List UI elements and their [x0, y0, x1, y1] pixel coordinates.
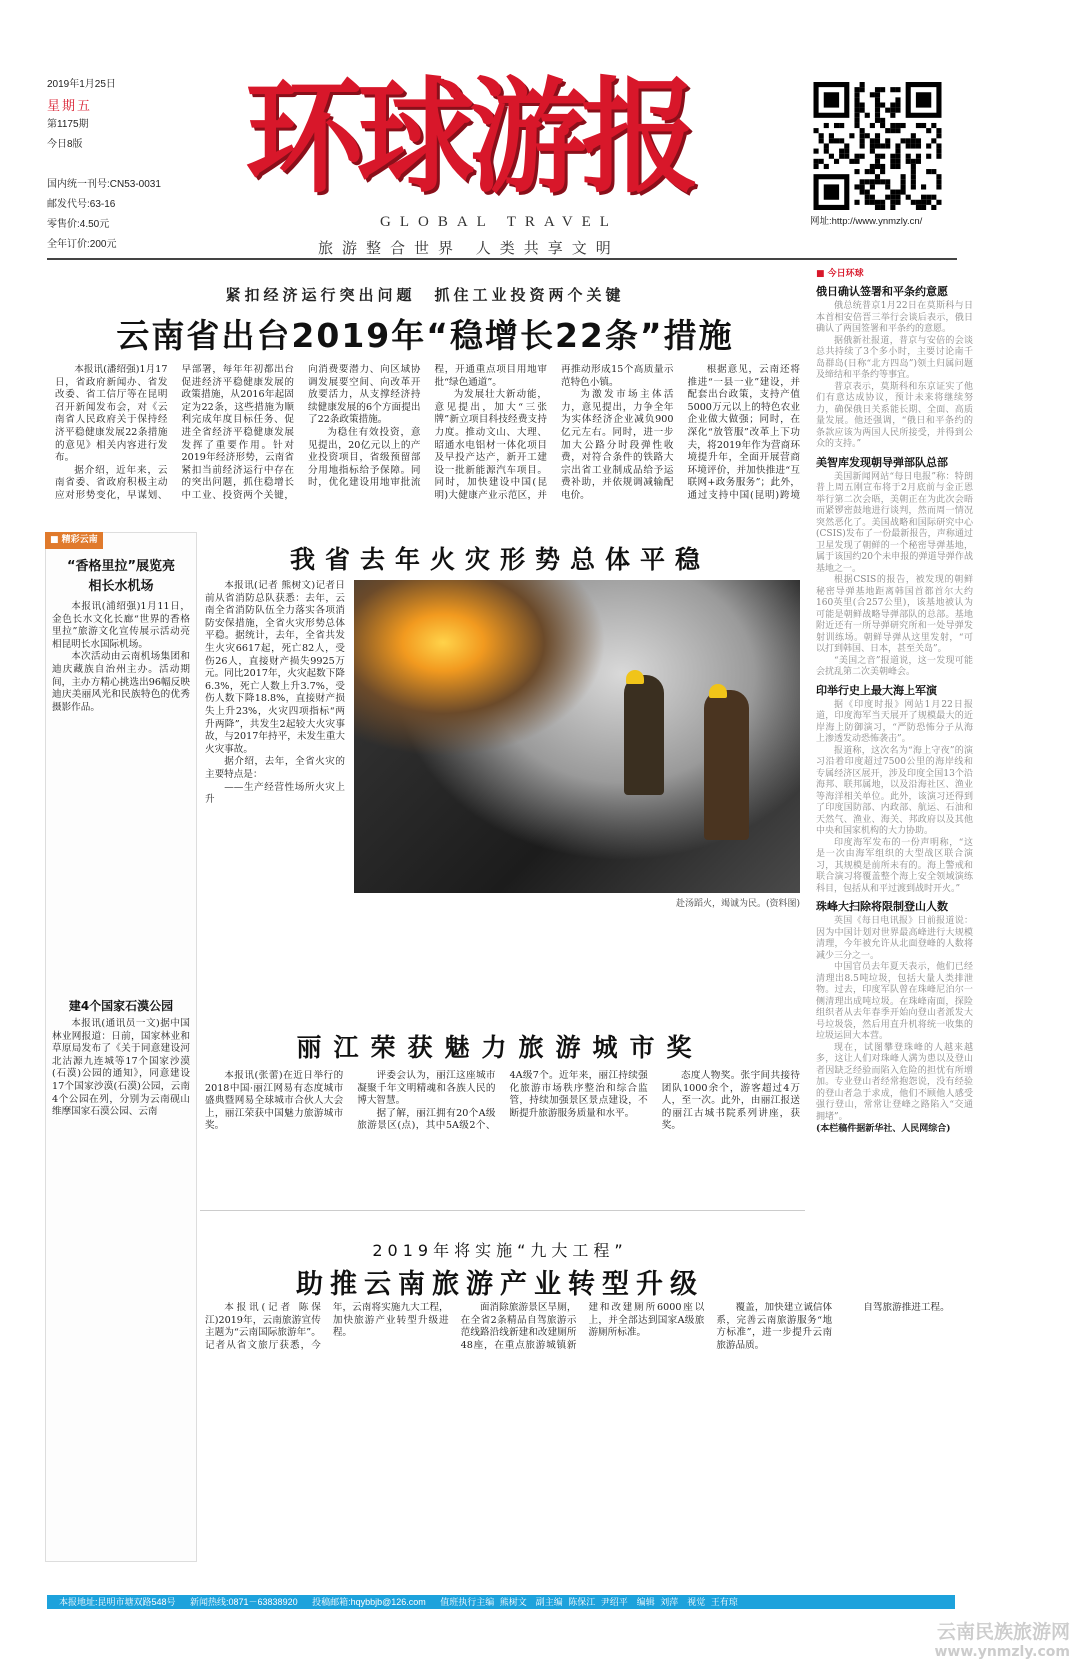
paragraph: 为激发市场主体活力，意见提出，力争全年为实体经济企业减负900亿元左右。同时，进一步加大公路分时段弹性收费，对符合条件的铁路大宗出省工业制成品给予运费补助，并依规调减输配电价。 [561, 389, 674, 501]
paragraph: 面消除旅游景区旱厕，在全省2条精品自驾旅游示范线路沿线新建和改建厕所48座，在重点旅游城镇新建和改建厕所6000座以上，并全部达到国家A级旅游厕所标准。 [460, 1302, 705, 1351]
lijiang-headline: 丽江荣获魅力旅游城市奖 [296, 1033, 704, 1062]
paragraph: 本报讯(张蕾)在近日举行的2018中国·丽江网易有态度城市盛典暨网易全球城市合伙人大会上，丽江荣获中国魅力旅游城市奖。 [205, 1070, 344, 1132]
lijiang-body [205, 1070, 800, 1198]
article-title: “香格里拉”展览亮相长水机场 [66, 559, 176, 594]
paragraph: 态度人物奖。张宇间共接待团队1000余个，游客超过4万人，至一次。此外，由丽江报送的丽江古城书院系列讲座，获奖。 [661, 1070, 800, 1132]
header-divider [47, 258, 957, 260]
paragraph: 印度海军发布的一份声明称，“这是一次由海军组织的大型战区联合演习，其规模是前所未有的。海上警戒和联合演习将覆盖整个海上安全领域演练科目，包括从和平过渡到战时开火。” [816, 837, 973, 894]
square-icon: ■ [816, 269, 828, 279]
paragraph: 美国新闻网站“每日电报”称：特朗普上周五刚宣布将于2月底前与金正恩举行第二次会晤，美朝正在为此次会晤而紧锣密鼓地进行谈判，然而周一情况突然恶化了。美国战略和国际研究中心(CSIS)发布了一份最新报告，声称通过卫星发现了朝鲜的一个秘密导弹基地，属于该国约20个未申报的弹道导弹作战基地之一。 [816, 471, 973, 574]
masthead-english: GLOBAL TRAVEL [380, 214, 618, 230]
paragraph: 据介绍，去年，全省火灾的主要特点是： [205, 756, 345, 780]
fire-body [205, 580, 345, 1000]
paragraph: 据了解，丽江拥有20个A级旅游景区(点)，其中5A级2个、4A级7个。近年来，丽江持续强化旅游市场秩序整治和综合监管，持续加强景区景点建设，不断提升旅游服务质量和水平。 [357, 1070, 648, 1132]
square-icon: ■ [50, 535, 62, 545]
lead-headline: 云南省出台2019年“稳增长22条”措施 [116, 316, 734, 355]
article-body [816, 700, 973, 896]
paragraph: 英国《每日电讯报》日前报道说：因为中国计划对世界最高峰进行大规模清理，今年被允许从北面登峰的人数将减少三分之一。 [816, 916, 973, 961]
article-title: 美智库发现朝导弹部队总部 [816, 455, 948, 469]
paragraph: ——生产经营性场所火灾上升 [205, 781, 345, 806]
article-body [816, 916, 973, 1123]
paragraph: 为稳住有效投资，意见提出，20亿元以上的产业投资项目，省级预留部分用地指标给予保障。同时，优化建设用地审批流程，开通重点项目用地审批“绿色通道”。 [308, 364, 547, 489]
masthead-slogan: 旅游整合世界 人类共享文明 [318, 239, 620, 257]
paragraph: 根据意见，云南还将推进“一县一业”建设，并配套出台政策，支持产值5000万元以上的特色农业企业做大做强；同时，在深化“放管服”改革上下功夫，将2019年作为营商环境提升年，全面开展营商环境评价，并加快推进“互联网+政务服务”；此外，通过支持中国(昆明)跨境 [687, 364, 800, 501]
paragraph: 本报讯(记者 陈保江)2019年，云南旅游宣传主题为“云南国际旅游年”。记者从省文旅厅获悉，今年，云南将实施九大工程，加快旅游产业转型升级进程。 [205, 1302, 449, 1351]
watermark-url: www.ynmzly.com [934, 1644, 1070, 1660]
article-title: 印举行史上最大海上军演 [816, 683, 937, 697]
website-url: 网址:http://www.ynmzly.cn/ [810, 216, 923, 227]
helmet-icon [626, 670, 644, 684]
fire-photo [354, 580, 800, 893]
watermark [855, 1617, 1070, 1660]
firefighter-figure [704, 690, 749, 840]
paragraph: 中国官员去年夏天表示，他们已经清理出8.5吨垃圾，包括大量人类排泄物。过去，印度军队曾在珠峰尼泊尔一侧清理出成吨垃圾。在珠峰南面，探险组织者从去年春季开始向登山者派发大号垃圾袋，然后用直升机将统一收集的垃圾运回大本营。 [816, 962, 973, 1041]
paragraph: 本报讯(记者 熊树文)记者日前从省消防总队获悉：去年，云南全省消防队伍全力落实各项消防安保措施，全省火灾形势总体平稳。据统计，去年，全省共发生火灾6617起，死亡82人，受伤26人，直接财产损失9925万元。同比2017年，火灾起数下降6.3%，死亡人数上升3.7%，受伤人数下降18.8%，直接财产损失上升23%，火灾四项指标“两升两降”，共发生2起较大火灾事故，与2017年持平，未发生重大火灾事故。 [205, 580, 345, 755]
lead-body [55, 364, 800, 506]
bottom-kicker: 2019年将实施“九大工程” [372, 1241, 628, 1260]
qr-code-icon [810, 82, 945, 210]
section-tag: ■ 精彩云南 [45, 532, 103, 549]
helmet-icon [709, 684, 727, 698]
issue-date: 2019年1月25日 [47, 79, 116, 90]
masthead-logo: 环球游报 [245, 63, 694, 210]
lead-kicker: 紧扣经济运行突出问题 抓住工业投资两个关键 [225, 286, 625, 304]
photo-caption: 赴汤蹈火，竭诚为民。(资料图) [675, 899, 800, 909]
article-title: 建4个国家石漠公园 [68, 999, 174, 1013]
source-note: (本栏稿件据新华社、人民网综合) [816, 1124, 951, 1134]
paragraph: 覆盖，加快建立诚信体系，完善云南旅游服务“地方标准”，进一步提升云南旅游品质。 [716, 1302, 833, 1351]
paragraph: 本报讯(通讯员一文)据中国林业网报道：日前，国家林业和草原局发布了《关于同意建设河北沽源九连城等17个国家沙漠(石漠)公园的通知》，同意建设17个国家沙漠(石漠)公园，云南4个公园在列，分别为云南砚山维摩国家石漠公园、云南 [52, 1018, 190, 1118]
article-title: 俄日确认签署和平条约意愿 [816, 285, 948, 298]
retail-price: 零售价:4.50元 [47, 219, 110, 230]
paragraph: 俄总统普京1月22日在莫斯科与日本首相安倍晋三举行会谈后表示，俄日确认了两国签署和平条约的意愿。 [816, 301, 973, 334]
paragraph: 自驾旅游推进工程。 [863, 1302, 950, 1313]
paragraph: 本次活动由云南机场集团和迪庆藏族自治州主办。活动期间，主办方精心挑选出96幅反映迪庆美丽风光和民族特色的优秀摄影作品。 [52, 651, 190, 713]
cn-number: 国内统一刊号:CN53-0031 [47, 179, 161, 190]
paragraph: 为发展壮大新动能，意见提出，加大“三张牌”新立项目科技经费支持力度。推动文山、大理、昭通水电铝材一体化项目及早投产达产，新开工建设一批新能源汽车项目。同时，加快建设中国(昆明)大健康产业示范区，并再推动形成15个高质量示范特色小镇。 [434, 364, 674, 501]
paragraph: 根据CSIS的报告，被发现的朝鲜秘密导弹基地距离韩国首都首尔大约160英里(合257公里)，该基地被认为可能是朝鲜战略导弹部队的总部。基地附近还有一所导弹研究所和一处导弹发射训练场。朝鲜导弹从这里发射，“可以打到韩国、日本，甚至关岛”。 [816, 575, 973, 654]
postal-code: 邮发代号:63-16 [47, 199, 116, 210]
paragraph: 本报讯(浦绍强)1月11日，金色长水文化长廊“世界的香格里拉”旅游文化宣传展示活动亮相昆明长水国际机场。 [52, 601, 190, 650]
issue-number: 第1175期 [47, 119, 89, 130]
paragraph: 评委会认为，丽江这座城市凝聚千年文明精魂和各族人民的博大智慧。 [357, 1070, 496, 1107]
firefighter-figure [624, 675, 664, 795]
article-body [46, 1014, 196, 1574]
article-title: 珠峰大扫除将限制登山人数 [816, 900, 948, 913]
watermark-text: 云南民族旅游网 [936, 1621, 1070, 1643]
right-sidebar: ■ 今日环球 俄日确认签署和平条约意愿 俄总统普京1月22日在莫斯科与日本首相安倍晋三举行会谈后表示，俄日确认了两国签署和平条约的意愿。 据俄新社报道，普京与安倍的会谈总共持续了3个多小时，主要讨论南千岛群岛(日称“北方四岛”)领土归属问题及缔结和平条约等事宜。 普京表示，莫斯科和东京证实了他们有意达成协议，预计未来将继续努力，确保俄日关系能长期、全面、高质量发展。他还强调，“俄日和平条约的条款应该为两国人民所接受，并得到公众的支持。” 美智库发现朝导弹部队总部 美国新闻网站“每日电报”称：特朗普上周五刚宣布将于2月底前与金正恩举行第二次会晤，美朝正在为此次会晤而紧锣密鼓地进行谈判，然而周一情况突然恶化了。美国战略和国际研究中心(CSIS)发布了一份最新报告，声称通过卫星发现了朝鲜的一个秘密导弹基地，属于该国约20个未申报的弹道导弹作战基地之一。 根据CSIS的报告，被发现的朝鲜秘密导弹基地距离韩国首都首尔大约160英里(合257公里)，该基地被认为可能是朝鲜战略导弹部队的总部。基地附近还有一所导弹研究所和一处导弹发射训练场。朝鲜导弹从这里发射，“可以打到韩国、日本，甚至关岛”。 “美国之音”报道说，这一发现可能会扰乱第二次美朝峰会。 印举行史上最大海上军演 据《印度时报》网站1月22日报道，印度海军当天展开了规模最大的近岸海上防御演习，“严防恐怖分子从海上渗透发动恐怖袭击”。 报道称，这次名为“海上守夜”的演习沿着印度超过7500公里的海岸线和专属经济区展开，涉及印度全国13个沿海邦、联邦属地，以及沿海社区、渔业等海洋相关单位。此外，该演习还得到了印度国防部、内政部、航运、石油和天然气、渔业、海关、邦政府以及其他中央和国家机构的大力协助。 印度海军发布的一份声明称，“这是一次由海军组织的大型战区联合演习，其规模是前所未有的。海上警戒和联合演习将覆盖整个海上安全领域演练科目，包括从和平过渡到战时开火。” 珠峰大扫除将限制登山人数 英国《每日电讯报》日前报道说：因为中国计划对世界最高峰进行大规模清理，今年被允许从北面登峰的人数将减少三分之一。 中国官员去年夏天表示，他们已经清理出8.5吨垃圾，包括大量人类排泄物。过去，印度军队曾在珠峰尼泊尔一侧清理出成吨垃圾。在珠峰南面，探险组织者从去年春季开始向登山者派发大号垃圾袋，然后用直升机将统一收集的垃圾运回大本营。 现在，试图攀登珠峰的人越来越多，这让人们对珠峰人满为患以及登山者因缺乏经验而陷入危险的担忧有所增加。专业登山者经常抱怨说，没有经验的登山者急于求成，他们不顾他人感受强行登山，常常让登峰之路陷入“交通拥堵”。 (本栏稿件据新华社、人民网综合) [816, 269, 973, 1134]
article-body [816, 301, 973, 451]
bottom-headline: 助推云南旅游产业转型升级 [296, 1269, 704, 1300]
article-body [816, 472, 973, 679]
paragraph: 普京表示，莫斯科和东京证实了他们有意达成协议，预计未来将继续努力，确保俄日关系能长期、全面、高质量发展。他还强调，“俄日和平条约的条款应该为两国人民所接受，并得到公众的支持。” [816, 381, 973, 449]
page-count: 今日8版 [47, 139, 83, 150]
paragraph: 据俄新社报道，普京与安倍的会谈总共持续了3个多小时，主要讨论南千岛群岛(日称“北方四岛”)领土归属问题及缔结和平条约等事宜。 [816, 335, 973, 380]
paragraph: 据介绍，近年来，云南省委、省政府积极主动应对形势变化，早谋划、早部署，每年年初都出台促进经济平稳健康发展的政策措施，从2016年起固定为22条，这些措施为顺利完成年度目标任务、促进全省经济平稳健康发展发挥了重要作用。针对2019年经济形势，云南省紧扣当前经济运行中存在的突出问题，抓住稳增长中工业、投资两个关键，向消费要潜力、向区域协调发展要空间、向改革开放要活力，从支撑经济持续健康发展的6个方面提出了22条政策措施。 [55, 364, 421, 501]
paragraph: “美国之音”报道说，这一发现可能会扰乱第二次美朝峰会。 [816, 655, 973, 677]
left-sidebar [45, 532, 197, 1562]
weekday: 星期五 [47, 98, 93, 113]
footer-bar: 本报地址:昆明市塘双路548号 新闻热线:0871－63838920 投稿邮箱:hqybbjb@126.com 值班执行主编 熊树文 副主编 陈保江 尹绍平 编辑 刘萍 视觉 王有琼 [47, 1595, 955, 1609]
article-body [46, 597, 196, 997]
paragraph: 据《印度时报》网站1月22日报道，印度海军当天展开了规模最大的近岸海上防御演习，“严防恐怖分子从海上渗透发动恐怖袭击”。 [816, 699, 973, 744]
paragraph: 报道称，这次名为“海上守夜”的演习沿着印度超过7500公里的海岸线和专属经济区展开，涉及印度全国13个沿海邦、联邦属地，以及沿海社区、渔业等海洋相关单位。此外，该演习还得到了印度国防部、内政部、航运、石油和天然气、渔业、海关、邦政府以及其他中央和国家机构的大力协助。 [816, 745, 973, 836]
paragraph: 本报讯(潘绍强)1月17日，省政府新闻办、省发改委、省工信厅等在昆明召开新闻发布会，对《云南省人民政府关于保持经济平稳健康发展22条措施的意见》相关内容进行发布。 [55, 364, 168, 464]
fire-headline: 我省去年火灾形势总体平稳 [289, 545, 710, 574]
section-divider [200, 1210, 805, 1211]
annual-price: 全年订价:200元 [47, 239, 117, 250]
paragraph: 现在，试图攀登珠峰的人越来越多，这让人们对珠峰人满为患以及登山者因缺乏经验而陷入危险的担忧有所增加。专业登山者经常抱怨说，没有经验的登山者急于求成，他们不顾他人感受强行登山，常常让登峰之路陷入“交通拥堵”。 [816, 1042, 973, 1122]
bottom-body [205, 1302, 960, 1562]
